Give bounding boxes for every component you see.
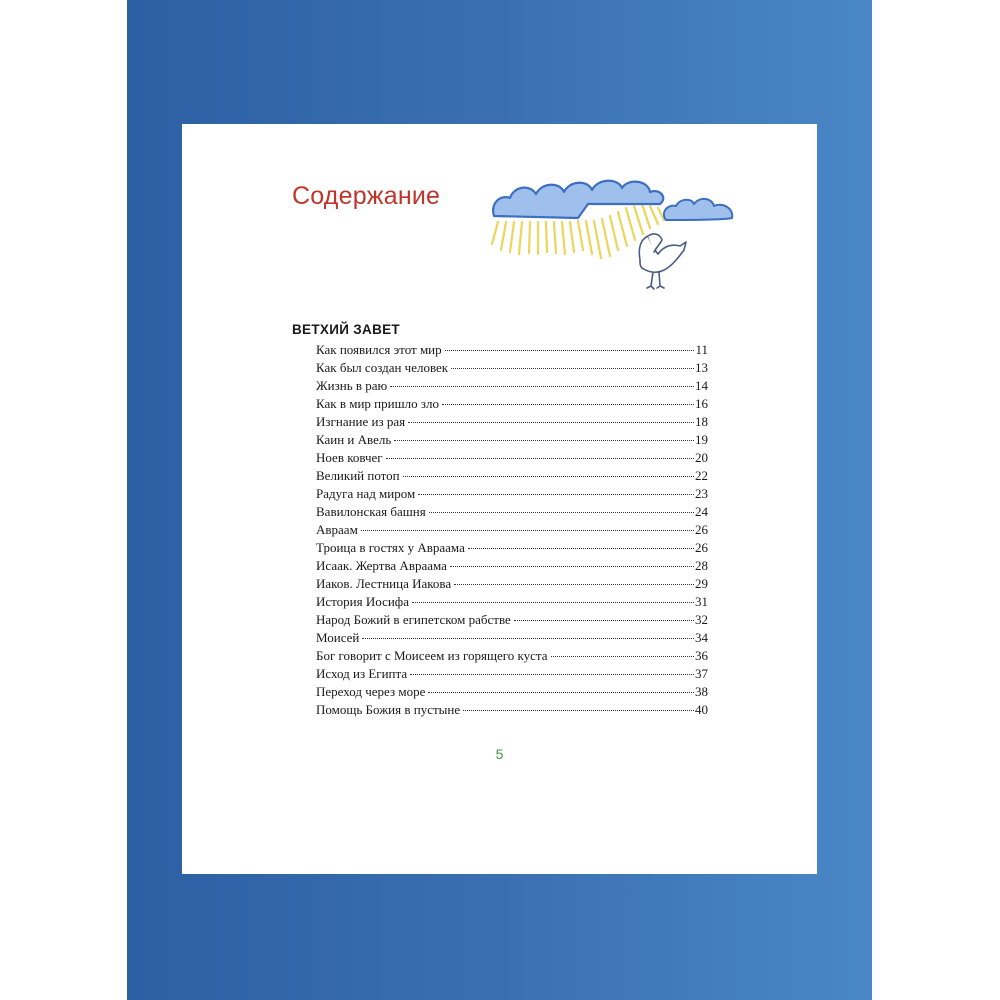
toc-entry (316, 486, 708, 504)
toc-entry-page: 36 (695, 648, 708, 663)
toc-entry-title: Троица в гостях у Авраама (316, 540, 465, 555)
toc-entry (316, 504, 708, 522)
dot-leader (429, 512, 694, 513)
toc-entry-title: Переход через море (316, 684, 426, 699)
dot-leader (403, 476, 694, 477)
toc-entry-page: 19 (695, 432, 708, 447)
toc-entry (316, 576, 708, 594)
toc-entry-title: Иаков. Лестница Иакова (316, 576, 452, 591)
toc-entry-page: 34 (695, 630, 708, 645)
toc-entry (316, 594, 708, 612)
toc-entry (316, 666, 708, 684)
dot-leader (463, 710, 694, 711)
dot-leader (408, 422, 694, 423)
toc-entry (316, 342, 708, 360)
toc-entry-title: Каин и Авель (316, 432, 392, 447)
toc-entry-page: 38 (695, 684, 708, 699)
dot-leader (450, 566, 694, 567)
cloud-large (493, 181, 663, 218)
toc-entry (316, 432, 708, 450)
toc-entry-title: Великий потоп (316, 468, 400, 483)
dot-leader (514, 620, 694, 621)
toc-entry-page: 13 (695, 360, 708, 375)
toc-entry-page: 26 (695, 522, 708, 537)
toc-entry (316, 378, 708, 396)
toc-entry-title: Моисей (316, 630, 360, 645)
toc-entry-title: Авраам (316, 522, 358, 537)
dot-leader (428, 692, 694, 693)
toc-entry-title: Вавилонская башня (316, 504, 426, 519)
toc-entry-title: Исаак. Жертва Авраама (316, 558, 447, 573)
toc-entry-page: 23 (695, 486, 708, 501)
dot-leader (412, 602, 694, 603)
toc-entry (316, 522, 708, 540)
dot-leader (418, 494, 694, 495)
dot-leader (390, 386, 694, 387)
dot-leader (468, 548, 694, 549)
toc-entry-page: 18 (695, 414, 708, 429)
toc-entry-title: Ноев ковчег (316, 450, 383, 465)
cloud-small (664, 199, 732, 220)
dove-icon (639, 234, 686, 289)
toc-entry (316, 648, 708, 666)
dot-leader (362, 638, 694, 639)
toc-entry-title: Исход из Египта (316, 666, 408, 681)
toc-entry-page: 24 (695, 504, 708, 519)
toc-entry-page: 20 (695, 450, 708, 465)
toc-entry-title: Радуга над миром (316, 486, 416, 501)
toc-entry-page: 22 (695, 468, 708, 483)
dot-leader (454, 584, 694, 585)
book-page (182, 124, 817, 874)
toc-entry-page: 16 (695, 396, 708, 411)
toc-entry-page: 11 (695, 342, 708, 357)
toc-list (316, 342, 708, 720)
toc-entry (316, 396, 708, 414)
clouds-dove-illustration (488, 174, 738, 304)
toc-entry (316, 702, 708, 720)
toc-entry-page: 14 (695, 378, 708, 393)
toc-entry-title: Жизнь в раю (316, 378, 388, 393)
toc-entry (316, 450, 708, 468)
toc-entry-title: История Иосифа (316, 594, 409, 609)
dot-leader (361, 530, 694, 531)
toc-entry-page: 40 (695, 702, 708, 717)
toc-entry-title: Народ Божий в египетском рабстве (316, 612, 511, 627)
toc-entry-page: 32 (695, 612, 708, 627)
toc-entry-title: Как в мир пришло зло (316, 396, 439, 411)
dot-leader (394, 440, 694, 441)
toc-entry-page: 28 (695, 558, 708, 573)
toc-entry (316, 612, 708, 630)
toc-entry (316, 414, 708, 432)
toc-entry-title: Изгнание из рая (316, 414, 406, 429)
page-number: 5 (495, 746, 504, 762)
toc-entry (316, 558, 708, 576)
dot-leader (445, 350, 695, 351)
dot-leader (442, 404, 694, 405)
toc-entry-page: 31 (695, 594, 708, 609)
toc-entry-title: Бог говорит с Моисеем из горящего куста (316, 648, 548, 663)
dot-leader (410, 674, 694, 675)
toc-entry-title: Как был создан человек (316, 360, 449, 375)
toc-entry-page: 26 (695, 540, 708, 555)
section-heading-old-testament: ВЕТХИЙ ЗАВЕТ (292, 322, 400, 337)
dot-leader (551, 656, 694, 657)
toc-entry-title: Помощь Божия в пустыне (316, 702, 461, 717)
toc-entry (316, 468, 708, 486)
toc-entry (316, 630, 708, 648)
toc-entry-title: Как появился этот мир (316, 342, 442, 357)
toc-entry (316, 684, 708, 702)
contents-heading: Содержание (292, 182, 441, 210)
dot-leader (451, 368, 694, 369)
dot-leader (386, 458, 694, 459)
toc-entry-page: 29 (695, 576, 708, 591)
toc-entry (316, 540, 708, 558)
toc-entry (316, 360, 708, 378)
toc-entry-page: 37 (695, 666, 708, 681)
